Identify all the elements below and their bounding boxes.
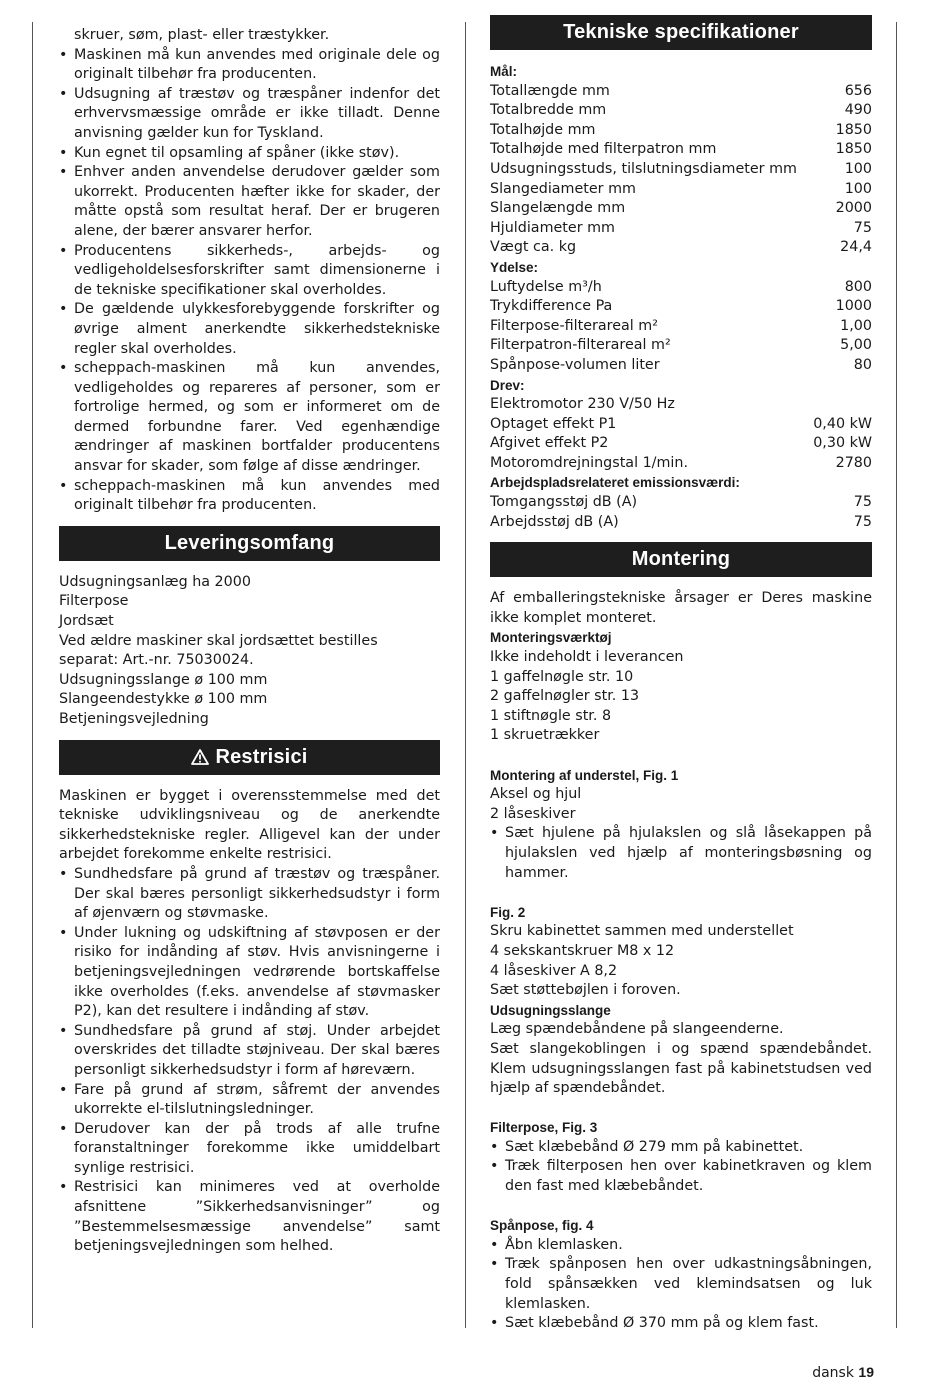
spec-label: Totalbredde mm: [490, 102, 607, 119]
fig3-bullets: [490, 1138, 872, 1197]
spec-row: [490, 238, 872, 258]
spec-table: [490, 62, 872, 532]
list-item: • Restrisici kan minimeres ved at overholde afsnittene ”Sikkerhedsanvisninger” og ”Bestemmelsesmæssige anvendelse” samt betjeningsvejledningen som helhed.: [59, 1178, 440, 1256]
risks-title: Restrisici: [215, 745, 308, 768]
delivery-item: Filterpose: [59, 593, 129, 610]
spec-label: Tomgangsstøj dB (A): [490, 494, 638, 511]
spec-value: 1000: [835, 298, 872, 315]
spec-value: 75: [853, 219, 872, 236]
spec-label: Totalhøjde mm: [490, 121, 596, 138]
spec-label: Afgivet effekt P2: [490, 435, 609, 452]
risks-intro: Maskinen er bygget i overensstemmelse med det tekniske udviklingsniveau og de anerkendte sikkerhedstekniske regler. Alligevel kan der under arbejdet forekomme enkelte restrisici.: [59, 787, 440, 863]
fig2-line: 4 låseskiver A 8,2: [490, 962, 618, 979]
spec-row: [490, 121, 872, 141]
safety-bullet-list: [59, 46, 440, 516]
page-footer: [812, 1364, 874, 1381]
spec-label: Motoromdrejningstal 1/min.: [490, 454, 688, 471]
tool-item: Ikke indeholdt i leverancen: [490, 649, 684, 666]
spec-label: Arbejdsstøj dB (A): [490, 513, 619, 530]
spec-label: Udsugningsstuds, tilslutningsdiameter mm: [490, 160, 797, 177]
fig1-heading: Montering af understel, Fig. 1: [490, 767, 679, 783]
tools-heading: Monteringsværktøj: [490, 630, 612, 646]
list-item: • Producentens sikkerheds-, arbejds- og vedligeholdelsesforskrifter samt dimensionerne i de tekniske specifikationer skal overholdes.: [59, 242, 440, 301]
spec-label: Slangediameter mm: [490, 180, 636, 197]
list-item: • scheppach-maskinen må kun anvendes med originalt tilbehør fra producenten.: [59, 477, 440, 516]
spec-label: Trykdifference Pa: [490, 298, 613, 315]
spec-row: [490, 219, 872, 239]
spec-value: 656: [844, 82, 872, 99]
list-item: • De gældende ulykkesforebyggende forskrifter og øvrige alment anerkendte sikkerhedstekniske regler skal overholdes.: [59, 300, 440, 359]
spec-label: Totalhøjde med filterpatron mm: [490, 141, 717, 158]
center-column-rule: [465, 22, 466, 1328]
spec-row: [490, 434, 872, 454]
delivery-item: Betjeningsvejledning: [59, 711, 209, 727]
tool-item: 2 gaffelnøgler str. 13: [490, 688, 640, 705]
spec-value: 5,00: [840, 337, 872, 354]
spec-value: 2780: [835, 454, 872, 471]
spec-row: [490, 140, 872, 160]
list-item: • Derudover kan der på trods af alle trufne foranstaltninger forekomme ikke umiddelbart synlige restrisici.: [59, 1120, 440, 1179]
assembly-intro: Af emballeringstekniske årsager er Deres maskine ikke komplet monteret.: [490, 590, 872, 626]
fig2-heading: Fig. 2: [490, 904, 526, 920]
intro-continuation: skruer, søm, plast- eller træstykker.: [74, 27, 330, 43]
spec-row: [490, 199, 872, 219]
fig1-bullets: [490, 824, 872, 883]
fig2-line: Sæt støttebøjlen i foroven.: [490, 982, 681, 999]
spec-value: 75: [853, 494, 872, 511]
delivery-item: Udsugningsslange ø 100 mm: [59, 671, 268, 688]
tool-item: 1 stiftnøgle str. 8: [490, 707, 612, 724]
spec-label: Filterpatron-filterareal m²: [490, 337, 671, 354]
spec-value: 75: [853, 513, 872, 530]
spec-group-heading: Arbejdspladsrelateret emissionsværdi:: [490, 475, 740, 491]
risks-bullet-list: [59, 865, 440, 1257]
list-item: • scheppach-maskinen må kun anvendes, vedligeholdes og repareres af personer, som er fortrolige hermed, og som er informeret om de dermed forbundne farer. Ved egenhændige ændringer af maskinen bortfalder producentens ansvar for skader, som følge af disse ændringer.: [59, 359, 440, 477]
spec-group-heading: Ydelse:: [490, 259, 539, 275]
spec-label: Filterpose-filterareal m²: [490, 317, 658, 334]
list-item: • Sundhedsfare på grund af støj. Under arbejdet overskrides det tilladte støjniveau. Der skal bæres personligt sikkerhedsudstyr i form af høreværn.: [59, 1022, 440, 1081]
left-column: [59, 26, 440, 1257]
footer-language: dansk: [812, 1365, 854, 1381]
spec-row: [490, 356, 872, 376]
spec-value: 490: [844, 102, 872, 119]
spec-row: [490, 82, 872, 102]
list-item: • Udsugning af træstøv og træspåner indenfor det erhvervsmæssige område er ikke tilladt. Denne anvisning gælder kun for Tyskland.: [59, 85, 440, 144]
spec-label: Optaget effekt P1: [490, 415, 617, 432]
spec-group-heading: Drev:: [490, 377, 525, 393]
hose-heading: Udsugningsslange: [490, 1002, 611, 1018]
spec-row: [490, 493, 872, 513]
delivery-item: Slangeendestykke ø 100 mm: [59, 691, 268, 708]
spec-group-heading: Mål:: [490, 64, 517, 79]
spec-label: Hjuldiameter mm: [490, 219, 615, 236]
list-item: • Sæt klæbebånd Ø 370 mm på og klem fast.: [490, 1314, 872, 1334]
spec-row: [490, 101, 872, 121]
list-item: • Under lukning og udskiftning af støvposen er der risiko for indånding af støv. Hvis anvisningerne i betjeningsvejledningen vedrørende bortskaffelse ikke overholdes (f.eks. anvendelse af støvmasker P2), kan det resultere i indånding af støv.: [59, 924, 440, 1022]
list-item: • Træk spånposen hen over udkastningsåbningen, fold spånsækken ved klemindsatsen og luk klemlasken.: [490, 1255, 872, 1314]
spec-row: [490, 297, 872, 317]
right-column: [490, 15, 872, 1334]
fig4-heading: Spånpose, fig. 4: [490, 1218, 594, 1234]
spec-value: 1,00: [840, 317, 872, 334]
fig2-line: Skru kabinettet sammen med understellet: [490, 923, 794, 940]
spec-row: [490, 160, 872, 180]
warning-icon: [191, 742, 209, 777]
list-item: • Sundhedsfare på grund af træstøv og træspåner. Der skal bæres personligt sikkerhedsudstyr i form af øjenværn og støvmaske.: [59, 865, 440, 924]
spec-row: [490, 180, 872, 200]
left-margin-rule: [32, 22, 33, 1328]
list-item: • Enhver anden anvendelse derudover gælder som ukorrekt. Producenten hæfter ikke for skader, der måtte opstå som resultat heraf. Der er brugeren alene, der bærer ansvarer herfor.: [59, 163, 440, 241]
spec-value: 1850: [835, 141, 872, 158]
list-item: • Sæt hjulene på hjulakslen og slå låsekappen på hjulakslen ved hjælp af monteringsbøsning og hammer.: [490, 824, 872, 883]
spec-row: [490, 336, 872, 356]
tool-item: 1 gaffelnøgle str. 10: [490, 668, 634, 685]
fig3-heading: Filterpose, Fig. 3: [490, 1120, 598, 1136]
spec-row: [490, 395, 872, 415]
delivery-list: [59, 573, 440, 730]
spec-value: 100: [844, 180, 872, 197]
spec-label: Spånpose-volumen liter: [490, 356, 660, 373]
spec-row: [490, 513, 872, 533]
spec-row: [490, 278, 872, 298]
fig4-bullets: [490, 1236, 872, 1334]
right-margin-rule: [896, 22, 897, 1328]
spec-label: Totallængde mm: [490, 82, 610, 99]
page-number: 19: [858, 1364, 874, 1380]
spec-value: 0,30 kW: [813, 435, 872, 452]
spec-label: Luftydelse m³/h: [490, 278, 602, 295]
spec-value: 800: [844, 278, 872, 295]
delivery-item: Udsugningsanlæg ha 2000: [59, 573, 251, 590]
spec-value: 0,40 kW: [813, 415, 872, 432]
tool-item: 1 skruetrækker: [490, 727, 600, 744]
spec-row: [490, 454, 872, 474]
spec-value: 2000: [835, 200, 872, 217]
spec-label: Vægt ca. kg: [490, 239, 577, 256]
fig1-line: 2 låseskiver: [490, 805, 576, 822]
list-item: • Fare på grund af strøm, såfremt der anvendes ukorrekte el-tilslutningsledninger.: [59, 1081, 440, 1120]
spec-row: [490, 317, 872, 337]
fig1-line: Aksel og hjul: [490, 786, 582, 803]
hose-text: Sæt slangekoblingen i og spænd spændebåndet. Klem udsugningsslangen fast på kabinetstudsen ved hjælp af spændebåndet.: [490, 1040, 872, 1097]
list-item: • Sæt klæbebånd Ø 279 mm på kabinettet.: [490, 1138, 872, 1158]
list-item: • Maskinen må kun anvendes med originale dele og originalt tilbehør fra producenten.: [59, 46, 440, 85]
spec-value: 100: [844, 160, 872, 177]
list-item: • Træk filterposen hen over kabinetkraven og klem den fast med klæbebåndet.: [490, 1157, 872, 1196]
specs-heading: Tekniske specifikationer: [490, 15, 872, 50]
hose-line: Læg spændebåndene på slangeenderne.: [490, 1021, 784, 1038]
spec-row: [490, 415, 872, 435]
list-item: • Kun egnet til opsamling af spåner (ikke støv).: [59, 144, 440, 164]
spec-value: 24,4: [840, 239, 872, 256]
delivery-item: Jordsæt: [59, 613, 114, 630]
spec-label: Elektromotor 230 V/50 Hz: [490, 396, 675, 413]
spec-value: 80: [853, 356, 872, 373]
risks-heading: [59, 740, 440, 775]
spec-label: Slangelængde mm: [490, 200, 626, 217]
delivery-item: Ved ældre maskiner skal jordsættet bestilles separat: Art.-nr. 75030024.: [59, 632, 378, 669]
assembly-heading: Montering: [490, 542, 872, 577]
delivery-heading: Leveringsomfang: [59, 526, 440, 561]
fig2-line: 4 sekskantskruer M8 x 12: [490, 942, 675, 959]
spec-value: 1850: [835, 121, 872, 138]
list-item: • Åbn klemlasken.: [490, 1236, 872, 1256]
